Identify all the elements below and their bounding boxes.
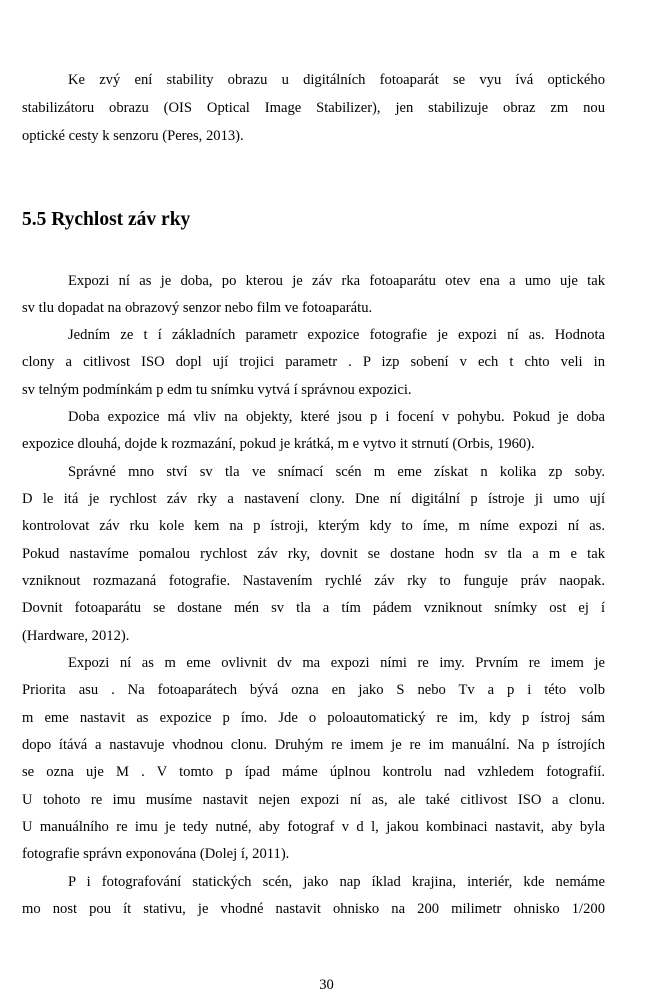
body-line-21: U manuálního re imu je tedy nutné, aby fotograf v d l, jakou kombinaci nastavit, aby byla xyxy=(22,819,605,835)
body-line-12: vzniknout rozmazaná fotografie. Nastavením rychlé záv rky to funguje práv naopak. xyxy=(22,573,605,589)
body-line-20: U tohoto re imu musíme nastavit nejen expozi ní as, ale také citlivost ISO a clonu. xyxy=(22,792,605,808)
body-line-24: mo nost pou ít stativu, je vhodné nastavit ohnisko na 200 milimetr ohnisko 1/200 xyxy=(22,901,605,917)
body-line-6: Doba expozice má vliv na objekty, které jsou p i focení v pohybu. Pokud je doba xyxy=(68,409,605,425)
intro-line-1: Ke zvý ení stability obrazu u digitálních fotoaparát se vyu ívá optického xyxy=(68,72,605,88)
body-line-15: Expozi ní as m eme ovlivnit dv ma expozi ními re imy. Prvním re imem je xyxy=(68,655,605,671)
body-line-11: Pokud nastavíme pomalou rychlost záv rky, dovnit se dostane hodn sv tla a m e tak xyxy=(22,546,605,562)
body-line-23: P i fotografování statických scén, jako nap íklad krajina, interiér, kde nemáme xyxy=(68,874,605,890)
body-line-7: expozice dlouhá, dojde k rozmazání, pokud je krátká, m e vytvo it strnutí (Orbis, 1960). xyxy=(22,436,535,452)
body-line-14: (Hardware, 2012). xyxy=(22,628,130,644)
section-heading: 5.5 Rychlost záv rky xyxy=(22,209,191,230)
body-line-18: dopo ítává a nastavuje vhodnou clonu. Druhým re imem je re im manuální. Na p ístrojích xyxy=(22,737,605,753)
body-line-8: Správné mno ství sv tla ve snímací scén m eme získat n kolika zp soby. xyxy=(68,464,605,480)
page-number: 30 xyxy=(319,977,334,993)
body-line-19: se ozna uje M . V tomto p ípad máme úplnou kontrolu nad vzhledem fotografií. xyxy=(22,764,605,780)
intro-line-2: stabilizátoru obrazu (OIS Optical Image Stabilizer), jen stabilizuje obraz zm nou xyxy=(22,100,605,116)
body-line-3: Jedním ze t í základních parametr expozice fotografie je expozi ní as. Hodnota xyxy=(68,327,605,343)
intro-line-3: optické cesty k senzoru (Peres, 2013). xyxy=(22,128,244,144)
body-line-10: kontrolovat záv rku kole kem na p ístroji, kterým kdy to íme, m níme expozi ní as. xyxy=(22,518,605,534)
body-line-22: fotografie správn exponována (Dolej í, 2011). xyxy=(22,846,290,862)
body-line-16: Priorita asu . Na fotoaparátech bývá ozna en jako S nebo Tv a p i této volb xyxy=(22,682,605,698)
body-line-9: D le itá je rychlost záv rky a nastavení clony. Dne ní digitální p ístroje ji umo ují xyxy=(22,491,605,507)
body-line-4: clony a citlivost ISO dopl ují trojici parametr . P izp sobení v ech t chto veli in xyxy=(22,354,605,370)
body-line-13: Dovnit fotoaparátu se dostane mén sv tla a tím pádem vzniknout snímky ost ej í xyxy=(22,600,605,616)
body-line-17: m eme nastavit as expozice p ímo. Jde o poloautomatický re im, kdy p ístroj sám xyxy=(22,710,605,726)
body-line-5: sv telným podmínkám p edm tu snímku vytvá í správnou expozici. xyxy=(22,382,412,398)
body-line-2: sv tlu dopadat na obrazový senzor nebo film ve fotoaparátu. xyxy=(22,300,373,316)
body-line-1: Expozi ní as je doba, po kterou je záv rka fotoaparátu otev ena a umo uje tak xyxy=(68,273,605,289)
